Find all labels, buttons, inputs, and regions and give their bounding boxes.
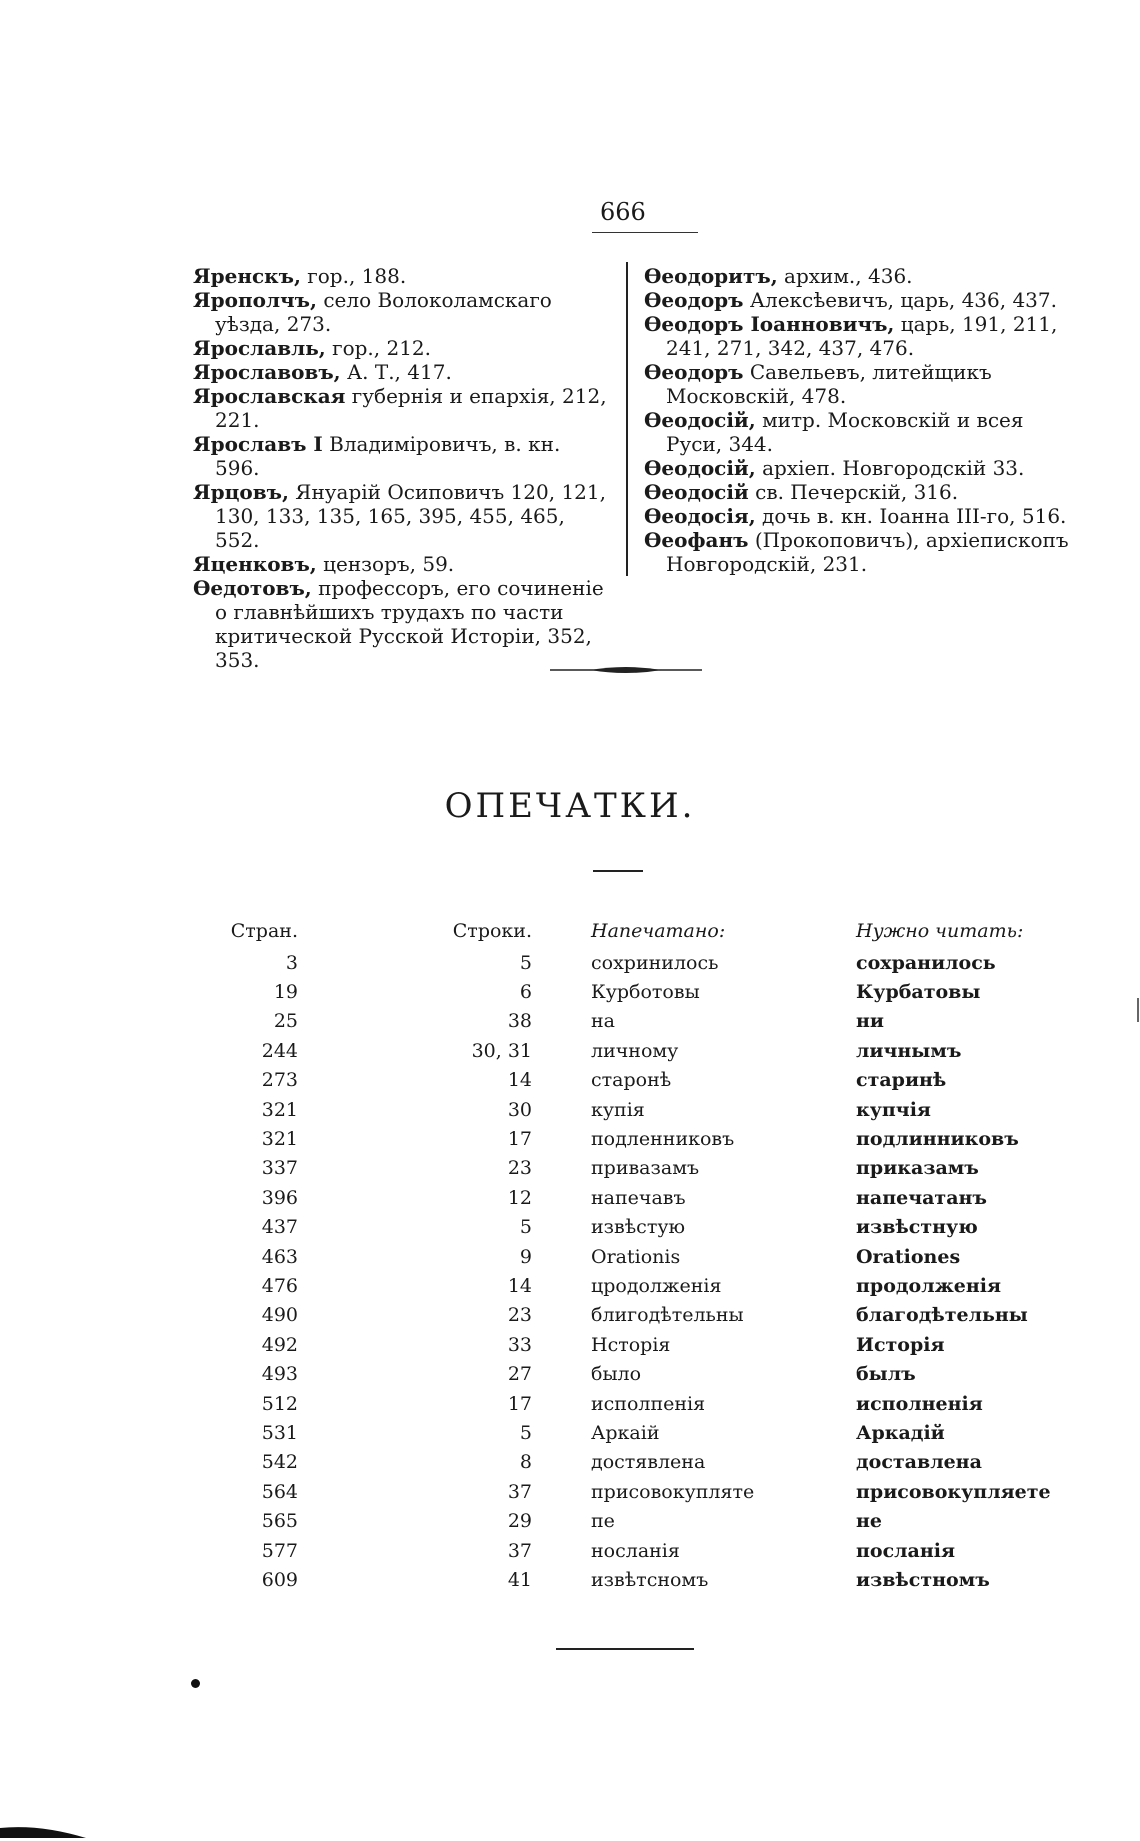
errata-line: 14 — [507, 1274, 532, 1297]
errata-correction: доставлена — [856, 1451, 982, 1474]
errata-line: 9 — [519, 1245, 532, 1268]
errata-correction: старинѣ — [856, 1069, 947, 1092]
bullet-mark — [191, 1679, 200, 1688]
errata-correction: напечатанъ — [856, 1186, 987, 1209]
errata-printed: цродолженія — [591, 1274, 722, 1297]
errata-line: 37 — [507, 1539, 532, 1562]
index-entry-head: Ярополчъ, — [193, 288, 317, 312]
errata-correction: ни — [856, 1010, 884, 1033]
errata-correction: личнымъ — [856, 1039, 962, 1062]
errata-printed: носланія — [591, 1539, 680, 1562]
errata-printed: личному — [591, 1039, 679, 1062]
errata-header-row — [230, 914, 1056, 948]
errata-line: 30 — [507, 1098, 532, 1121]
errata-row — [230, 977, 1056, 1006]
errata-correction: подлинниковъ — [856, 1128, 1019, 1151]
errata-line: 27 — [507, 1363, 532, 1386]
column-divider — [626, 262, 628, 576]
errata-correction: Исторія — [856, 1333, 945, 1356]
index-entry — [644, 456, 1076, 480]
index-entry — [193, 480, 608, 552]
errata-printed: было — [591, 1363, 642, 1386]
errata-row — [230, 1506, 1056, 1535]
errata-row — [230, 1007, 1056, 1036]
errata-page: 25 — [273, 1010, 298, 1033]
errata-title: ОПЕЧАТКИ. — [444, 786, 696, 826]
index-entry-head: Ярославовъ, — [193, 360, 341, 384]
errata-row — [230, 1271, 1056, 1300]
index-entry — [644, 264, 1076, 288]
errata-printed: присовокупляте — [591, 1480, 755, 1503]
errata-correction: продолженія — [856, 1274, 1002, 1297]
index-entry-head: Ярославль, — [193, 336, 326, 360]
index-entry — [644, 504, 1076, 528]
errata-printed: подленниковъ — [591, 1128, 735, 1151]
errata-table — [230, 914, 1056, 1595]
errata-row — [230, 1124, 1056, 1153]
errata-correction: Аркадій — [856, 1421, 945, 1444]
errata-page: 476 — [261, 1274, 298, 1297]
errata-correction: Курбатовы — [856, 981, 981, 1004]
errata-row — [230, 948, 1056, 977]
index-entry-head: Ярославъ I — [193, 432, 323, 456]
errata-page: 244 — [261, 1039, 298, 1062]
errata-row — [230, 1448, 1056, 1477]
index-entry — [193, 552, 608, 576]
index-entry — [193, 360, 608, 384]
index-entry — [193, 288, 608, 336]
errata-page: 321 — [261, 1098, 298, 1121]
errata-row — [230, 1330, 1056, 1359]
index-entry — [644, 528, 1076, 576]
page-number: 666 — [600, 198, 646, 226]
index-entry-text: митр. Московскій и всея Руси, 344. — [666, 408, 1024, 456]
errata-page: 565 — [261, 1510, 298, 1533]
errata-page: 609 — [261, 1568, 298, 1591]
index-entry-text: Владиміровичъ, в. кн. 596. — [215, 432, 561, 480]
errata-line: 17 — [507, 1128, 532, 1151]
errata-row — [230, 1389, 1056, 1418]
errata-page: 3 — [285, 951, 298, 974]
errata-page: 19 — [273, 981, 298, 1004]
header-printed: Напечатано: — [591, 920, 726, 942]
index-entry-text: село Волоколамскаго уѣзда, 273. — [215, 288, 552, 336]
errata-row — [230, 1242, 1056, 1271]
errata-printed: Аркаій — [591, 1421, 660, 1444]
errata-correction: благодѣтельны — [856, 1304, 1028, 1327]
errata-line: 5 — [519, 1216, 532, 1239]
index-entry-text: гор., 188. — [300, 264, 407, 288]
errata-correction: Orationes — [856, 1245, 961, 1268]
errata-printed: извѣтсномъ — [591, 1568, 709, 1591]
errata-printed: Orationis — [591, 1245, 681, 1268]
errata-line: 12 — [507, 1186, 532, 1209]
errata-row — [230, 1565, 1056, 1594]
index-entry-head: Ѳеодосій — [644, 480, 749, 504]
index-entry-head: Ѳеодоръ — [644, 288, 744, 312]
index-entry-text: дочь в. кн. Іоанна III-го, 516. — [755, 504, 1067, 528]
index-entry — [193, 336, 608, 360]
errata-line: 23 — [507, 1157, 532, 1180]
edge-mark — [1137, 998, 1139, 1022]
errata-line: 30, 31 — [471, 1039, 532, 1062]
errata-line: 23 — [507, 1304, 532, 1327]
index-entry — [644, 288, 1076, 312]
errata-line: 5 — [519, 951, 532, 974]
errata-correction: приказамъ — [856, 1157, 979, 1180]
errata-page: 531 — [261, 1421, 298, 1444]
page-number-rule — [592, 232, 698, 233]
index-column-left — [193, 264, 608, 672]
errata-page: 337 — [261, 1157, 298, 1180]
errata-page: 321 — [261, 1128, 298, 1151]
errata-line: 41 — [507, 1568, 532, 1591]
index-entry — [644, 480, 1076, 504]
errata-page: 542 — [261, 1451, 298, 1474]
errata-row — [230, 1418, 1056, 1447]
index-entry-text: цензоръ, 59. — [316, 552, 455, 576]
errata-page: 490 — [261, 1304, 298, 1327]
errata-correction: не — [856, 1510, 882, 1533]
errata-correction: сохранилось — [856, 951, 996, 974]
errata-line: 14 — [507, 1069, 532, 1092]
index-entry-head: Ярцовъ, — [193, 480, 289, 504]
errata-line: 8 — [519, 1451, 532, 1474]
errata-row — [230, 1183, 1056, 1212]
index-entry-head: Ѳеофанъ — [644, 528, 749, 552]
errata-correction: извѣстную — [856, 1216, 978, 1239]
errata-page: 512 — [261, 1392, 298, 1415]
index-entry-text: архим., 436. — [777, 264, 913, 288]
errata-correction: извѣстномъ — [856, 1568, 990, 1591]
errata-printed: старонѣ — [591, 1069, 672, 1092]
errata-page: 273 — [261, 1069, 298, 1092]
index-entry-head: Ѳеодоръ — [644, 360, 744, 384]
errata-correction: купчія — [856, 1098, 931, 1121]
errata-correction: былъ — [856, 1363, 916, 1386]
index-entry-head: Ѳеодосій, — [644, 456, 756, 480]
index-entry — [644, 408, 1076, 456]
errata-printed: исполпенія — [591, 1392, 706, 1415]
errata-line: 38 — [507, 1010, 532, 1033]
errata-line: 33 — [507, 1333, 532, 1356]
errata-printed: пе — [591, 1510, 615, 1533]
index-entry-head: Ѳеодосія, — [644, 504, 756, 528]
index-entry-text: Алексѣевичъ, царь, 436, 437. — [743, 288, 1057, 312]
errata-printed: купія — [591, 1098, 645, 1121]
errata-page: 564 — [261, 1480, 298, 1503]
errata-correction: посланія — [856, 1539, 956, 1562]
errata-row — [230, 1213, 1056, 1242]
errata-correction: исполненія — [856, 1392, 983, 1415]
index-entry-text: архіеп. Новгородскій 33. — [755, 456, 1025, 480]
title-rule — [593, 870, 643, 872]
index-entry-text: профессоръ, его сочиненіе о главнѣйшихъ трудахъ по части критической Русской Исторіи, 352, 353. — [215, 576, 604, 672]
index-entry-text: царь, 191, 211, 241, 271, 342, 437, 476. — [666, 312, 1058, 360]
ornament-divider — [550, 664, 702, 676]
errata-page: 463 — [261, 1245, 298, 1268]
index-entry-text: св. Печерскій, 316. — [748, 480, 959, 504]
index-entry-text: гор., 212. — [325, 336, 432, 360]
errata-page: 493 — [261, 1363, 298, 1386]
errata-line: 5 — [519, 1421, 532, 1444]
errata-row — [230, 1095, 1056, 1124]
errata-page: 437 — [261, 1216, 298, 1239]
index-entry-head: Ѳеодосій, — [644, 408, 756, 432]
index-entry-head: Ѳеодоритъ, — [644, 264, 778, 288]
errata-line: 17 — [507, 1392, 532, 1415]
header-should-read: Нужно читать: — [856, 920, 1024, 942]
errata-page: 577 — [261, 1539, 298, 1562]
index-entry-text: Савельевъ, литейщикъ Московскій, 478. — [666, 360, 992, 408]
index-entry-text: А. Т., 417. — [340, 360, 452, 384]
header-page: Стран. — [230, 920, 298, 942]
errata-row — [230, 1536, 1056, 1565]
errata-page: 492 — [261, 1333, 298, 1356]
index-entry-head: Яценковъ, — [193, 552, 317, 576]
index-entry — [193, 432, 608, 480]
index-entry-text: губернія и епархія, 212, 221. — [215, 384, 607, 432]
errata-printed: извѣстую — [591, 1216, 686, 1239]
index-entry-head: Яренскъ, — [193, 264, 301, 288]
index-entry — [644, 360, 1076, 408]
errata-printed: блигодѣтельны — [591, 1304, 744, 1327]
errata-line: 29 — [507, 1510, 532, 1533]
index-entry-text: Януарій Осиповичъ 120, 121, 130, 133, 135, 165, 395, 455, 465, 552. — [215, 480, 606, 552]
index-entry — [644, 312, 1076, 360]
errata-line: 37 — [507, 1480, 532, 1503]
index-entry-head: Ѳеодоръ Іоанновичъ, — [644, 312, 895, 336]
errata-correction: присовокупляете — [856, 1480, 1051, 1503]
bottom-rule — [556, 1648, 694, 1650]
index-entry — [193, 264, 608, 288]
errata-printed: достявлена — [591, 1451, 706, 1474]
errata-printed: Курботовы — [591, 981, 700, 1004]
errata-page: 396 — [261, 1186, 298, 1209]
header-line: Строки. — [452, 920, 532, 942]
errata-line: 6 — [519, 981, 532, 1004]
index-column-right — [644, 264, 1076, 576]
errata-printed: Нсторія — [591, 1333, 671, 1356]
errata-printed: на — [591, 1010, 615, 1033]
errata-row — [230, 1066, 1056, 1095]
errata-row — [230, 1359, 1056, 1388]
errata-row — [230, 1301, 1056, 1330]
errata-row — [230, 1477, 1056, 1506]
errata-printed: напечавъ — [591, 1186, 686, 1209]
errata-printed: привазамъ — [591, 1157, 700, 1180]
errata-printed: сохринилось — [591, 951, 719, 974]
index-entry-head: Ѳедотовъ, — [193, 576, 312, 600]
errata-row — [230, 1154, 1056, 1183]
errata-row — [230, 1036, 1056, 1065]
index-entry-text: (Прокоповичъ), архіепископъ Новгородскій, 231. — [666, 528, 1069, 576]
index-entry — [193, 384, 608, 432]
index-entry — [193, 576, 608, 672]
corner-scan-mark — [0, 1824, 86, 1838]
index-entry-head: Ярославская — [193, 384, 346, 408]
